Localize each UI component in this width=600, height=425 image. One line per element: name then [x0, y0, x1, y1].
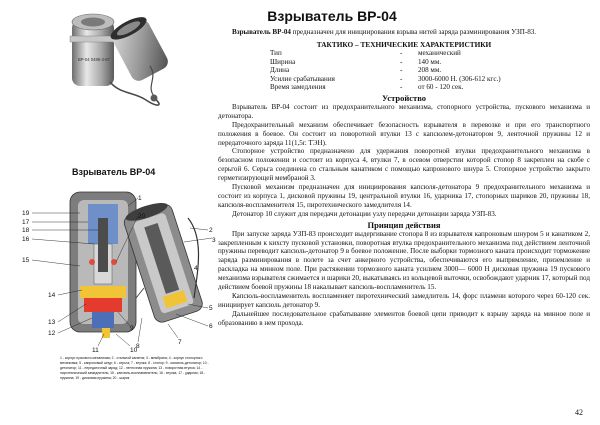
diagram-label-7: 7: [178, 339, 182, 346]
intro-paragraph: [218, 28, 590, 37]
diagram-label-2: 2: [209, 227, 213, 234]
diagram-label-15: 15: [22, 257, 30, 264]
diagram-label-10: 10: [130, 347, 138, 354]
diagram-label-20: 20: [138, 213, 146, 220]
paragraph: При запуске заряда УЗП-83 происходит выдергивание стопора 8 из взрывателя капроновым шнуром 5 и канатиком 2, закрепленным к кихсту пусковой установки, поворотная втулка предохранительного механизма под действием ленточной пружины переводит капсюль-детонатор 9 в боевое положение. После выборки тормозного каната происходит торможение заряда разминирования в полете за счет анкерного устройства, обеспечиваются его выпрямление, приземление и раскладка на минном поле. При растяжении тормозного каната усилием 3000— 6000 Н дисковая пружина 19 пускового механизма взрывателя сжимается и шарики 20, выкатываясь из кольцевой выточки, освобождают ударник 17, который под действием боевой пружины 18 накалывает капсюль-воспламенитель 15.: [218, 229, 590, 292]
diagram-label-4: 4: [194, 265, 198, 272]
page-number: 42: [575, 408, 583, 417]
diagram-label-6: 6: [209, 323, 213, 330]
diagram-label-1: 1: [138, 195, 142, 202]
section-heading-device: Устройство: [382, 92, 426, 103]
fuze-cutaway-diagram: [18, 178, 218, 354]
diagram-legend: 1 - корпус пускового механизма; 2 - стальной канатик; 3 - мембрана; 4 - корпус стопорного механизма; 5 - капроновый шнур; 6 - серьга; 7 - втулка; 8 - стопор; 9 - капсюль-детонатор; 10 - детонатор; 11 - передаточный заряд; 12 - ленточная пружина; 13 - поворотная втулка; 14 - пиротехнический замедлитель; 15 - капсюль-воспламенитель; 16 - втулка; 17 - ударник; 18 - пружина; 19 - дисковая пружина; 20 - шарик: [60, 356, 209, 380]
spec-row: Тип - механический: [270, 48, 461, 57]
diagram-label-16: 16: [22, 236, 30, 243]
paragraph: Пусковой механизм предназначен для инициирования капсюля-детонатора 9 предохранительного механизма и состоит из корпуса 1, дисковой пружины 19, центральной втулки 16, ударника 17, стопорных шариков 20, пружины 18, капсюля-воспламенителя 15, пиротехнического замедлителя 14.: [218, 183, 590, 209]
fuze-photo: [50, 6, 180, 110]
specs-title: ТАКТИКО – ТЕХНИЧЕСКИЕ ХАРАКТЕРИСТИКИ: [316, 39, 492, 49]
document-body: [218, 28, 590, 328]
specs-table: [270, 49, 501, 92]
diagram-label-13: 13: [48, 319, 56, 326]
spec-row: Усилие срабатывания - 3000-6000 Н. (306-612 кгс.): [270, 74, 501, 83]
paragraph: Детонатор 10 служит для передачи детонации узлу передачи детонации заряда УЗП-83.: [232, 209, 497, 218]
diagram-label-12: 12: [48, 330, 56, 337]
page-title: Взрыватель ВР-04: [267, 8, 397, 24]
spec-row: Ширина - 140 мм.: [270, 57, 442, 66]
diagram-label-8: 8: [136, 343, 140, 350]
paragraph: Взрыватель ВР-04 состоит из предохранительного механизма, стопорного устройства, пускового механизма и детонатора.: [218, 102, 590, 120]
diagram-label-9: 9: [130, 325, 134, 332]
paragraph: Капсюль-воспламенитель воспламеняет пиротехнический замедлитель 14, форс пламени которого через 60-120 сек. инициирует капсюль детонатор 9.: [218, 292, 590, 309]
diagram-label-19: 19: [22, 210, 30, 217]
diagram-title: Взрыватель ВР-04: [72, 167, 156, 177]
diagram-label-18: 18: [22, 227, 30, 234]
paragraph: Стопорное устройство предназначено для удержания поворотной втулки предохранительного механизма в безопасном положении и состоит из корпуса 4, втулки 7, в осевом отверстии которой стопор 8 закреплен на скобе с серьгой 6. Серьга соединена со стальным канатиком с помощью капронового шнура 5. Стопорное устройство закрыто герметизирующей мембраной 3.: [218, 147, 590, 183]
diagram-label-5: 5: [209, 305, 213, 312]
intro-text: предназначен для инициирования взрыва нитей заряда разминирования УЗП-83.: [292, 28, 537, 36]
spec-row: Длина - 208 мм.: [270, 66, 442, 75]
diagram-label-3: 3: [212, 237, 216, 244]
diagram-label-11: 11: [92, 347, 99, 354]
section-heading-principle: Принцип действия: [367, 219, 441, 230]
paragraph: Дальнейшее последовательное срабатывание элементов боевой цепи приводит к взрыву заряда на минное поле и образованию в нем прохода.: [218, 309, 590, 327]
diagram-label-17: 17: [22, 219, 30, 226]
diagram-label-14: 14: [48, 292, 56, 299]
spec-row: Время замедления - от 60 - 120 сек.: [270, 83, 464, 92]
photo-marking: ВР-04 0489-3-87: [78, 57, 110, 62]
paragraph: Предохранительный механизм обеспечивает безопасность взрывателя в перевозке и при его транспортного положения в боевое. Он состоит из поворотной втулки 13 с капсюлем-детонатором 9, ленточной пружины 12 и передаточного заряда 11(1,5г. ТЭН).: [218, 120, 590, 147]
intro-bold: Взрыватель ВР-04: [232, 28, 291, 36]
